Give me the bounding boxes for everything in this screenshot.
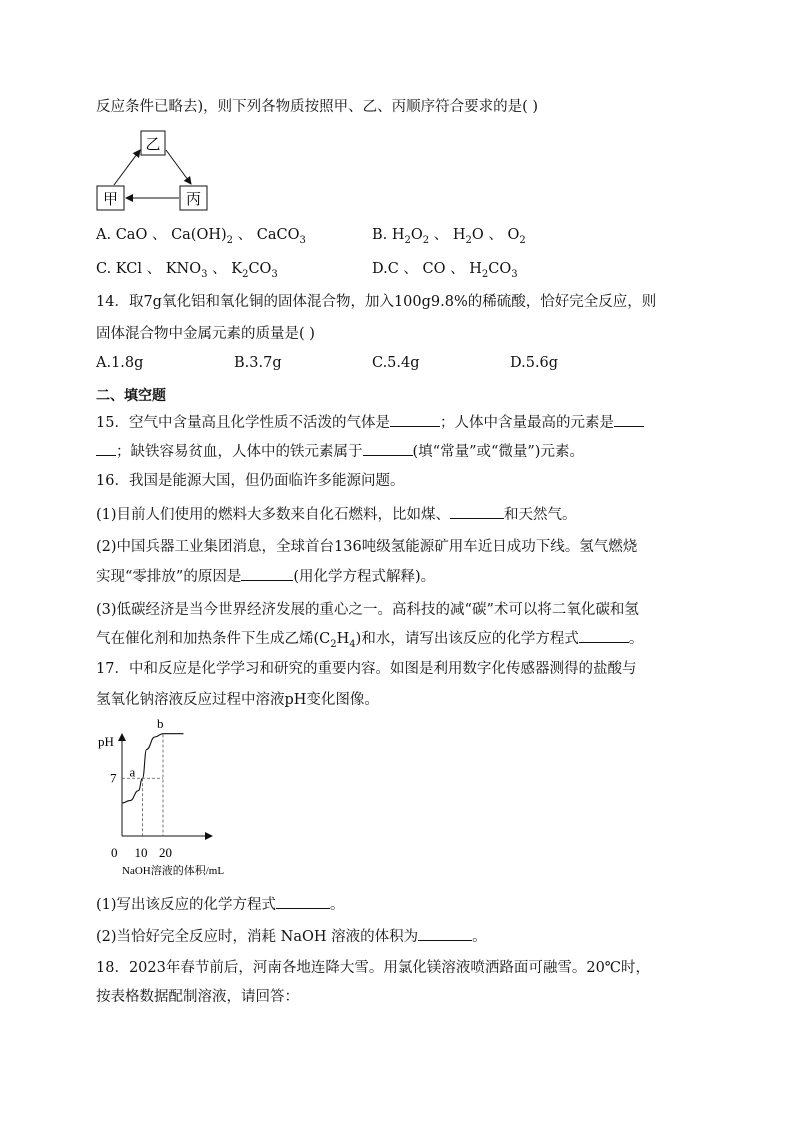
q13-option-c[interactable]: [96, 259, 278, 279]
subscript: 2: [226, 234, 234, 246]
node-top-label: 乙: [145, 137, 161, 153]
q15-blank-3[interactable]: [363, 441, 413, 456]
x-axis-label: NaOH溶液的体积/mL: [122, 865, 225, 877]
formula-text: KNO: [165, 261, 202, 277]
formula-text: K: [231, 261, 243, 277]
formula-text: CaCO: [256, 227, 300, 243]
q16-blank-3[interactable]: [579, 628, 629, 643]
ph-chart: [94, 716, 274, 878]
q16-text: (用化学方程式解释)。: [293, 569, 436, 585]
q14-option-c[interactable]: C.5.4g: [372, 355, 420, 371]
q17-text: (1)写出该反应的化学方程式: [96, 897, 277, 913]
q14-line-1: 14．取7g氧化铝和氧化铜的固体混合物，加入100g9.8%的稀硫酸，恰好完全反应，则: [96, 294, 657, 310]
x-tick-label: 20: [159, 845, 172, 860]
q13-option-b[interactable]: [372, 225, 526, 245]
q14-option-a[interactable]: A.1.8g: [96, 355, 144, 371]
reaction-diagram: [94, 128, 214, 214]
q17-text: 。: [472, 929, 487, 945]
arrow-left-to-top: [114, 150, 140, 185]
formula-text: C: [387, 261, 399, 277]
formula-text: CO: [422, 261, 446, 277]
subscript: 2: [404, 234, 411, 246]
section-heading: 二、填空题: [96, 388, 166, 404]
separator: 、: [233, 227, 257, 243]
q17-sub-2: [96, 926, 487, 947]
q16-text: H: [336, 631, 350, 647]
formula-text: O: [471, 227, 484, 243]
q16-text: 和天然气。: [504, 507, 577, 523]
formula-text: H: [391, 227, 405, 243]
subscript: 3: [511, 268, 518, 280]
q16-text: 气在催化剂和加热条件下生成乙烯(C: [96, 631, 331, 647]
formula-text: O: [507, 227, 520, 243]
subscript: 4: [349, 638, 356, 650]
q14-line-2: 固体混合物中金属元素的质量是( ): [96, 326, 315, 342]
q13-option-d[interactable]: [372, 259, 518, 279]
q16-text: 实现“零排放”的原因是: [96, 569, 242, 585]
q16-text: )和水，请写出该反应的化学方程式: [355, 631, 579, 647]
subscript: 2: [465, 234, 472, 246]
q16-blank-1[interactable]: [450, 504, 504, 519]
q17-line-2: 氢氧化钠溶液反应过程中溶液pH变化图像。: [96, 692, 379, 708]
subscript: 3: [201, 268, 208, 280]
x-tick-label: 10: [134, 845, 148, 860]
q15-text: (填“常量”或“微量”)元素。: [412, 444, 584, 460]
subscript: 2: [242, 268, 249, 280]
option-letter: D.: [372, 261, 388, 277]
q15-text: ；缺铁容易贫血，人体中的铁元素属于: [116, 444, 363, 460]
formula-text: CO: [248, 261, 272, 277]
option-letter: A.: [96, 227, 116, 243]
q18-line-1: 18．2023年春节前后，河南各地连降大雪。用氯化镁溶液喷洒路面可融雪。20℃时，: [96, 960, 651, 976]
formula-text: H: [469, 261, 482, 277]
node-right-label: 丙: [185, 192, 202, 208]
q15-blank-2-start[interactable]: [614, 412, 644, 427]
q15-blank-2-end[interactable]: [96, 441, 116, 456]
y-axis-label: pH: [98, 734, 114, 749]
separator: 、: [483, 227, 508, 243]
q16-text: (1)目前人们使用的燃料大多数来自化石燃料，比如煤、: [96, 507, 451, 523]
q13-option-a[interactable]: [96, 225, 306, 245]
q16-sub-2-line-2: [96, 566, 435, 587]
subscript: 2: [330, 638, 337, 650]
q15-text: ；人体中含量最高的元素是: [439, 415, 614, 431]
q16-blank-2[interactable]: [241, 566, 293, 581]
q13-stem-tail: 反应条件已略去)，则下列各物质按照甲、乙、丙顺序符合要求的是( ): [96, 99, 539, 115]
formula-text: O: [410, 227, 423, 243]
q18-line-2: 按表格数据配制溶液，请回答：: [96, 989, 299, 1005]
q14-option-b[interactable]: B.3.7g: [234, 355, 282, 371]
formula-text: CaO: [115, 227, 148, 243]
q16-sub-3-line-2: [96, 628, 643, 649]
q17-text: 。: [330, 897, 345, 913]
y-tick-label: 7: [110, 770, 117, 786]
separator: 、: [445, 261, 470, 277]
option-letter: C.: [96, 261, 116, 277]
subscript: 3: [299, 234, 306, 246]
point-label-b: b: [157, 716, 164, 731]
separator: 、: [429, 227, 453, 243]
q17-blank-2[interactable]: [418, 926, 472, 941]
q16-sub-3-line-1: (3)低碳经济是当今世界经济发展的重心之一。高科技的减“碳”术可以将二氧化碳和氢: [96, 602, 639, 618]
formula-text: Ca(OH): [171, 227, 227, 243]
q15-line-1: [96, 412, 644, 433]
separator: 、: [147, 227, 172, 243]
q17-text: (2)当恰好完全反应时，消耗 NaOH 溶液的体积为: [96, 929, 419, 945]
separator: 、: [141, 261, 166, 277]
q15-line-2: [96, 441, 584, 462]
formula-text: KCl: [115, 261, 142, 277]
q14-option-d[interactable]: D.5.6g: [510, 355, 559, 371]
q16-stem: 16．我国是能源大国，但仍面临许多能源问题。: [96, 473, 405, 489]
formula-text: CO: [488, 261, 512, 277]
q16-sub-2-line-1: (2)中国兵器工业集团消息，全球首台136吨级氢能源矿用车近日成功下线。氢气燃烧: [96, 539, 638, 555]
q17-blank-1[interactable]: [276, 894, 330, 909]
q15-blank-1[interactable]: [390, 412, 440, 427]
arrow-top-to-right: [166, 150, 191, 184]
separator: 、: [398, 261, 423, 277]
option-letter: B.: [372, 227, 392, 243]
q16-sub-1: [96, 504, 577, 525]
formula-text: H: [452, 227, 466, 243]
origin-label: 0: [111, 845, 118, 860]
subscript: 2: [422, 234, 430, 246]
node-left-label: 甲: [102, 192, 119, 208]
q17-line-1: 17．中和反应是化学学习和研究的重要内容。如图是利用数字化传感器测得的盐酸与: [96, 661, 637, 677]
q15-text: 15．空气中含量高且化学性质不活泼的气体是: [96, 415, 390, 431]
separator: 、: [207, 261, 232, 277]
q16-text: 。: [628, 631, 644, 647]
subscript: 3: [271, 268, 278, 280]
point-label-a: a: [129, 764, 136, 780]
subscript: 2: [481, 268, 489, 280]
q17-sub-1: [96, 894, 345, 915]
subscript: 2: [519, 234, 526, 246]
